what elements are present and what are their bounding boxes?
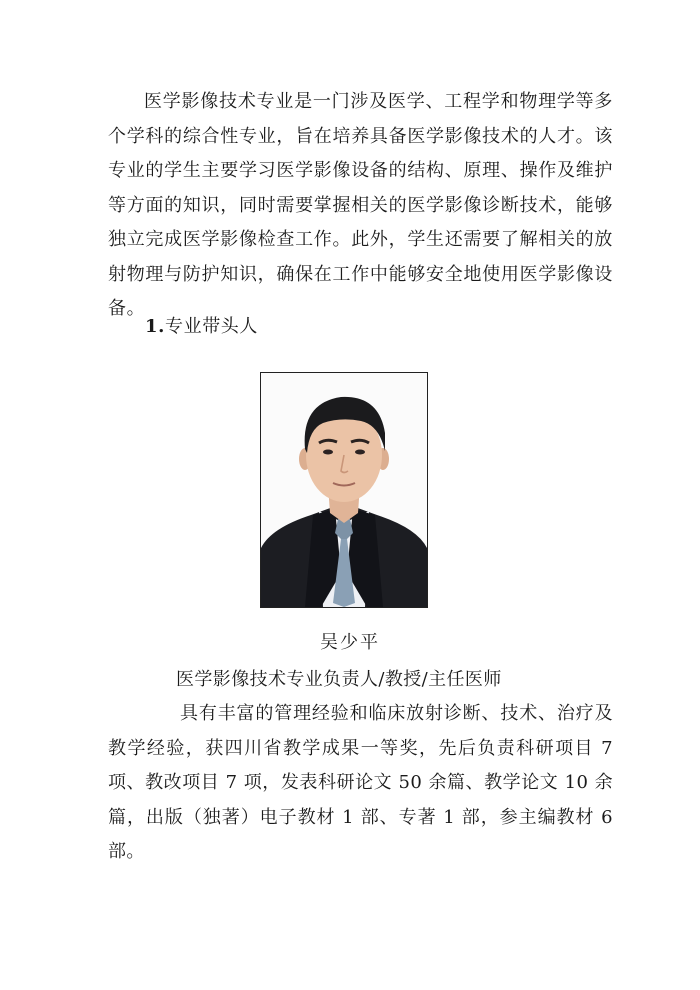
leader-portrait-photo xyxy=(260,372,428,608)
section-number: 1. xyxy=(145,316,165,337)
section-title: 专业带头人 xyxy=(165,316,258,337)
leader-bio: 具有丰富的管理经验和临床放射诊断、技术、治疗及教学经验，获四川省教学成果一等奖，先后负责科研项目 7 项、教改项目 7 项，发表科研论文 50 余篇、教学论文 10 余篇，出版（独著）电子教材 1 部、专著 1 部，参主编教材 6 部。 xyxy=(108,703,613,862)
intro-paragraph: 医学影像技术专业是一门涉及医学、工程学和物理学等多个学科的综合性专业，旨在培养具备医学影像技术的人才。该专业的学生主要学习医学影像设备的结构、原理、操作及维护等方面的知识，同时需要掌握相关的医学影像诊断技术，能够独立完成医学影像检查工作。此外，学生还需要了解相关的放射物理与防护知识，确保在工作中能够安全地使用医学影像设备。 xyxy=(108,91,613,319)
section-heading xyxy=(145,310,258,344)
leader-name: 吴少平 xyxy=(320,632,380,653)
leader-title: 医学影像技术专业负责人/教授/主任医师 xyxy=(176,669,502,690)
